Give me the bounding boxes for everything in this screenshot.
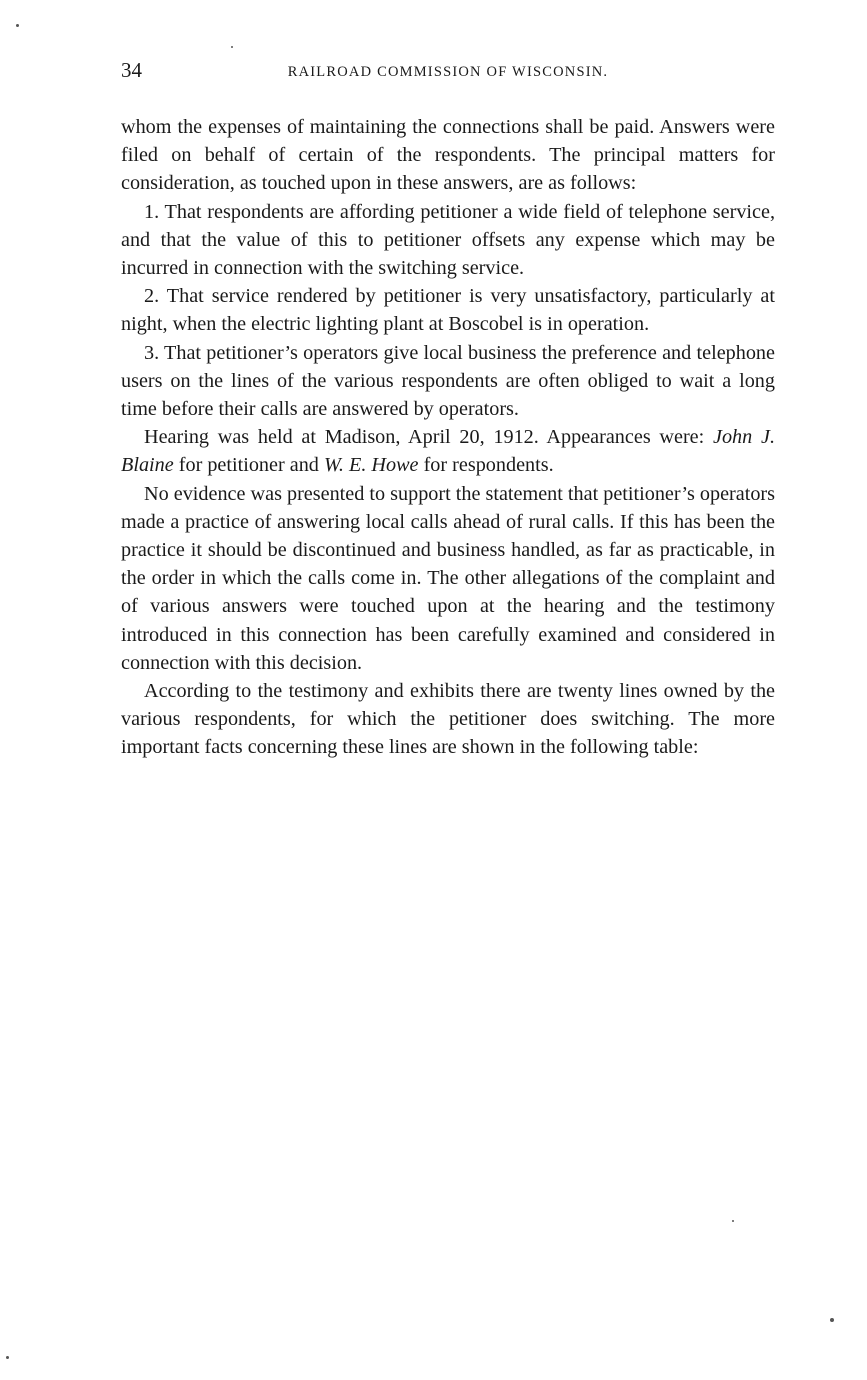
hearing-text-after: for respondents. (418, 454, 554, 477)
hearing-text-before: Hearing was held at Madison, April 20, 1912. Appearances were: (144, 426, 713, 449)
scan-speck (6, 1356, 9, 1359)
paragraph-point-2: 2. That service rendered by petitioner is very unsatisfactory, particularly at night, when the electric lighting plant at Boscobel is in operation. (121, 285, 775, 336)
counsel-respondents: W. E. Howe (323, 454, 419, 477)
paragraph-point-3: 3. That petitioner’s operators give local business the preference and telephone users on the lines of the various respondents are often obliged to wait a long time before their calls are answered by operators. (121, 341, 775, 421)
hearing-text-middle: for petitioner and (173, 454, 324, 477)
scan-speck (830, 1318, 834, 1322)
paragraph-evidence: No evidence was presented to support the statement that petitioner’s operators made a practice of answering local calls ahead of rural calls. If this has been the practice it should be discontinued and business handled, as far as practicable, in the order in which the calls come in. The other allegations of the complaint and of various answers were touched upon at the hearing and the testimony introduced in this connection has been carefully examined and considered in connection with this decision. (121, 482, 775, 674)
paragraph-point-1: 1. That respondents are affording petitioner a wide field of telephone service, and that the value of this to petitioner offsets any expense which may be incurred in connection with the switching service. (121, 200, 775, 280)
running-head: RAILROAD COMMISSION OF WISCONSIN. (287, 64, 609, 80)
page-header (121, 58, 775, 88)
scan-speck (16, 24, 19, 27)
paragraph-testimony: According to the testimony and exhibits there are twenty lines owned by the various respondents, for which the petitioner does switching. The more important facts concerning these lines are shown in the following table: (121, 680, 775, 759)
paragraph-continuation: whom the expenses of maintaining the connections shall be paid. Answers were filed on behalf of certain of the respondents. The principal matters for consideration, as touched upon in these answers, are as follows: (121, 116, 775, 195)
paragraph-hearing (121, 423, 775, 479)
scan-speck (732, 1220, 734, 1222)
body-text (121, 113, 775, 762)
scan-speck (231, 46, 233, 48)
page-number: 34 (121, 58, 142, 82)
counsel-petitioner: John J. Blaine (121, 426, 775, 477)
